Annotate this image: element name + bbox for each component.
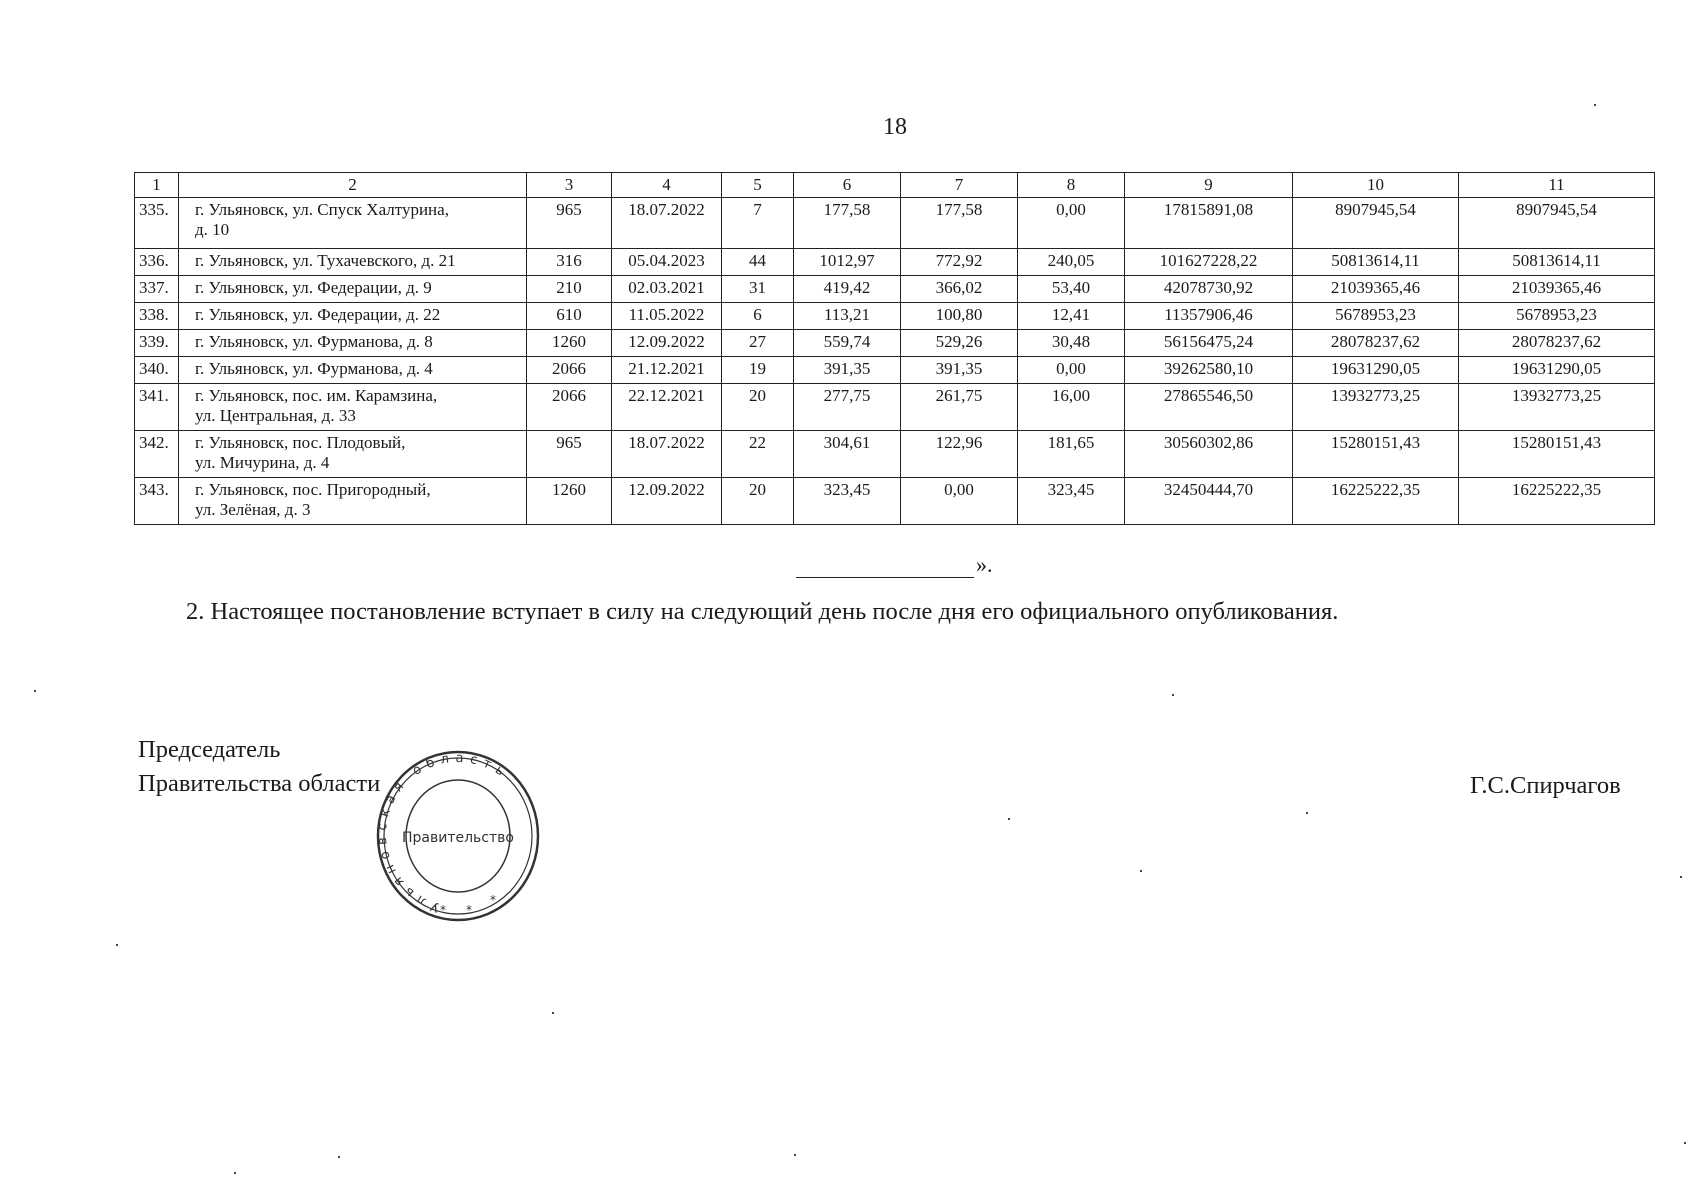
scan-speck [1140, 870, 1142, 872]
table-row [135, 249, 1655, 276]
clause-2: 2. Настоящее постановление вступает в силу на следующий день после дня его официального опубликования. [186, 598, 1339, 625]
table-cell-c9: 11357906,46 [1125, 303, 1293, 330]
row-number: 337. [135, 276, 179, 303]
table-cell-c3: 2066 [527, 384, 612, 431]
table-cell-c6: 419,42 [794, 276, 901, 303]
address-line1: г. Ульяновск, ул. Фурманова, д. 8 [195, 332, 433, 351]
table-cell-c6: 1012,97 [794, 249, 901, 276]
table-cell-c11: 15280151,43 [1459, 431, 1655, 478]
table-row [135, 330, 1655, 357]
table-row [135, 198, 1655, 249]
table-cell-c9: 56156475,24 [1125, 330, 1293, 357]
address-cell [179, 249, 527, 276]
address-cell [179, 198, 527, 249]
address-line1: г. Ульяновск, ул. Спуск Халтурина, [195, 200, 449, 219]
table-cell-c3: 2066 [527, 357, 612, 384]
table-cell-c4: 05.04.2023 [612, 249, 722, 276]
row-number: 340. [135, 357, 179, 384]
row-number: 336. [135, 249, 179, 276]
address-line2: ул. Центральная, д. 33 [195, 406, 356, 425]
address-cell [179, 384, 527, 431]
scan-speck [116, 944, 118, 946]
table-cell-c10: 28078237,62 [1293, 330, 1459, 357]
closing-mark: ». [976, 552, 993, 577]
table-cell-c11: 19631290,05 [1459, 357, 1655, 384]
table-cell-c3: 1260 [527, 478, 612, 525]
table-cell-c8: 16,00 [1018, 384, 1125, 431]
table-cell-c10: 19631290,05 [1293, 357, 1459, 384]
table-cell-c6: 304,61 [794, 431, 901, 478]
table-cell-c8: 12,41 [1018, 303, 1125, 330]
address-line2: ул. Мичурина, д. 4 [195, 453, 330, 472]
table-cell-c9: 27865546,50 [1125, 384, 1293, 431]
column-header: 1 [135, 173, 179, 198]
table-cell-c3: 965 [527, 431, 612, 478]
table-cell-c4: 11.05.2022 [612, 303, 722, 330]
seal-star-icon: * [490, 893, 496, 907]
table-cell-c8: 181,65 [1018, 431, 1125, 478]
column-header: 8 [1018, 173, 1125, 198]
table-cell-c6: 391,35 [794, 357, 901, 384]
table-cell-c11: 16225222,35 [1459, 478, 1655, 525]
scan-speck [1008, 818, 1010, 820]
row-number: 342. [135, 431, 179, 478]
address-line1: г. Ульяновск, пос. Пригородный, [195, 480, 431, 499]
table-cell-c4: 18.07.2022 [612, 431, 722, 478]
address-line1: г. Ульяновск, ул. Тухачевского, д. 21 [195, 251, 456, 270]
table-cell-c8: 53,40 [1018, 276, 1125, 303]
address-line2: д. 10 [195, 220, 230, 239]
table-row [135, 276, 1655, 303]
table-header-row [135, 173, 1655, 198]
table-row [135, 384, 1655, 431]
address-line1: г. Ульяновск, ул. Федерации, д. 9 [195, 278, 432, 297]
scan-speck [338, 1156, 340, 1158]
housing-table [134, 172, 1655, 525]
signer-title-line1: Председатель [138, 736, 281, 763]
address-cell [179, 431, 527, 478]
table-cell-c11: 21039365,46 [1459, 276, 1655, 303]
table-cell-c10: 50813614,11 [1293, 249, 1459, 276]
table-cell-c5: 20 [722, 384, 794, 431]
table-cell-c6: 323,45 [794, 478, 901, 525]
scan-speck [34, 690, 36, 692]
table-cell-c7: 772,92 [901, 249, 1018, 276]
column-header: 3 [527, 173, 612, 198]
scan-speck [234, 1172, 236, 1174]
row-number: 341. [135, 384, 179, 431]
address-cell [179, 276, 527, 303]
signer-title [138, 733, 380, 801]
table-cell-c5: 44 [722, 249, 794, 276]
scan-speck [1680, 876, 1682, 878]
table-row [135, 478, 1655, 525]
table-cell-c7: 261,75 [901, 384, 1018, 431]
table-cell-c7: 529,26 [901, 330, 1018, 357]
table-cell-c9: 17815891,08 [1125, 198, 1293, 249]
address-cell [179, 303, 527, 330]
seal-star-icon: * [466, 903, 472, 917]
table-row [135, 431, 1655, 478]
address-cell [179, 330, 527, 357]
table-cell-c4: 22.12.2021 [612, 384, 722, 431]
row-number: 343. [135, 478, 179, 525]
table-cell-c4: 12.09.2022 [612, 330, 722, 357]
scan-speck [1172, 694, 1174, 696]
table-cell-c7: 100,80 [901, 303, 1018, 330]
table-cell-c9: 30560302,86 [1125, 431, 1293, 478]
blank-line [796, 557, 974, 578]
table-cell-c3: 1260 [527, 330, 612, 357]
table-cell-c9: 42078730,92 [1125, 276, 1293, 303]
column-header: 5 [722, 173, 794, 198]
table-cell-c8: 0,00 [1018, 198, 1125, 249]
scan-speck [1594, 104, 1596, 106]
official-seal [374, 746, 542, 924]
table-cell-c11: 13932773,25 [1459, 384, 1655, 431]
table-cell-c6: 113,21 [794, 303, 901, 330]
table-cell-c5: 22 [722, 431, 794, 478]
table-cell-c5: 20 [722, 478, 794, 525]
table-cell-c7: 366,02 [901, 276, 1018, 303]
table-cell-c10: 21039365,46 [1293, 276, 1459, 303]
table-cell-c5: 19 [722, 357, 794, 384]
table-cell-c9: 32450444,70 [1125, 478, 1293, 525]
table-cell-c10: 13932773,25 [1293, 384, 1459, 431]
address-line1: г. Ульяновск, ул. Фурманова, д. 4 [195, 359, 433, 378]
address-line1: г. Ульяновск, ул. Федерации, д. 22 [195, 305, 441, 324]
table-cell-c4: 18.07.2022 [612, 198, 722, 249]
table-cell-c7: 122,96 [901, 431, 1018, 478]
column-header: 9 [1125, 173, 1293, 198]
column-header: 6 [794, 173, 901, 198]
scan-speck [552, 1012, 554, 1014]
table-cell-c4: 02.03.2021 [612, 276, 722, 303]
table-cell-c7: 391,35 [901, 357, 1018, 384]
scan-speck [1306, 812, 1308, 814]
table-cell-c3: 316 [527, 249, 612, 276]
table-cell-c9: 101627228,22 [1125, 249, 1293, 276]
page-number: 18 [883, 114, 907, 140]
table-cell-c5: 6 [722, 303, 794, 330]
table-cell-c5: 7 [722, 198, 794, 249]
row-number: 335. [135, 198, 179, 249]
table-cell-c11: 8907945,54 [1459, 198, 1655, 249]
address-line2: ул. Зелёная, д. 3 [195, 500, 311, 519]
table-cell-c6: 177,58 [794, 198, 901, 249]
column-header: 10 [1293, 173, 1459, 198]
seal-ring-text: Ульяновская область [374, 750, 513, 915]
row-number: 339. [135, 330, 179, 357]
column-header: 2 [179, 173, 527, 198]
table-cell-c5: 27 [722, 330, 794, 357]
table-cell-c8: 30,48 [1018, 330, 1125, 357]
signer-name: Г.С.Спирчагов [1470, 772, 1621, 799]
table-cell-c11: 50813614,11 [1459, 249, 1655, 276]
table-cell-c3: 210 [527, 276, 612, 303]
table-cell-c11: 28078237,62 [1459, 330, 1655, 357]
table-cell-c6: 559,74 [794, 330, 901, 357]
table-cell-c3: 965 [527, 198, 612, 249]
table-cell-c10: 5678953,23 [1293, 303, 1459, 330]
table-cell-c7: 177,58 [901, 198, 1018, 249]
table-cell-c10: 16225222,35 [1293, 478, 1459, 525]
table-cell-c7: 0,00 [901, 478, 1018, 525]
row-number: 338. [135, 303, 179, 330]
address-cell [179, 357, 527, 384]
table-cell-c9: 39262580,10 [1125, 357, 1293, 384]
table-cell-c4: 12.09.2022 [612, 478, 722, 525]
address-line1: г. Ульяновск, пос. Плодовый, [195, 433, 406, 452]
column-header: 7 [901, 173, 1018, 198]
seal-star-icon: * [440, 903, 446, 917]
table-cell-c3: 610 [527, 303, 612, 330]
closing-quote [796, 552, 993, 578]
table-row [135, 303, 1655, 330]
address-cell [179, 478, 527, 525]
column-header: 11 [1459, 173, 1655, 198]
scan-speck [794, 1154, 796, 1156]
table-cell-c5: 31 [722, 276, 794, 303]
address-line1: г. Ульяновск, пос. им. Карамзина, [195, 386, 438, 405]
table-cell-c10: 8907945,54 [1293, 198, 1459, 249]
table-cell-c8: 0,00 [1018, 357, 1125, 384]
table-cell-c10: 15280151,43 [1293, 431, 1459, 478]
column-header: 4 [612, 173, 722, 198]
table-cell-c11: 5678953,23 [1459, 303, 1655, 330]
table-row [135, 357, 1655, 384]
scan-speck [1684, 1142, 1686, 1144]
seal-center-text: Правительство [402, 830, 514, 846]
table-cell-c6: 277,75 [794, 384, 901, 431]
table-cell-c4: 21.12.2021 [612, 357, 722, 384]
table-cell-c8: 240,05 [1018, 249, 1125, 276]
signer-title-line2: Правительства области [138, 770, 381, 797]
table-cell-c8: 323,45 [1018, 478, 1125, 525]
